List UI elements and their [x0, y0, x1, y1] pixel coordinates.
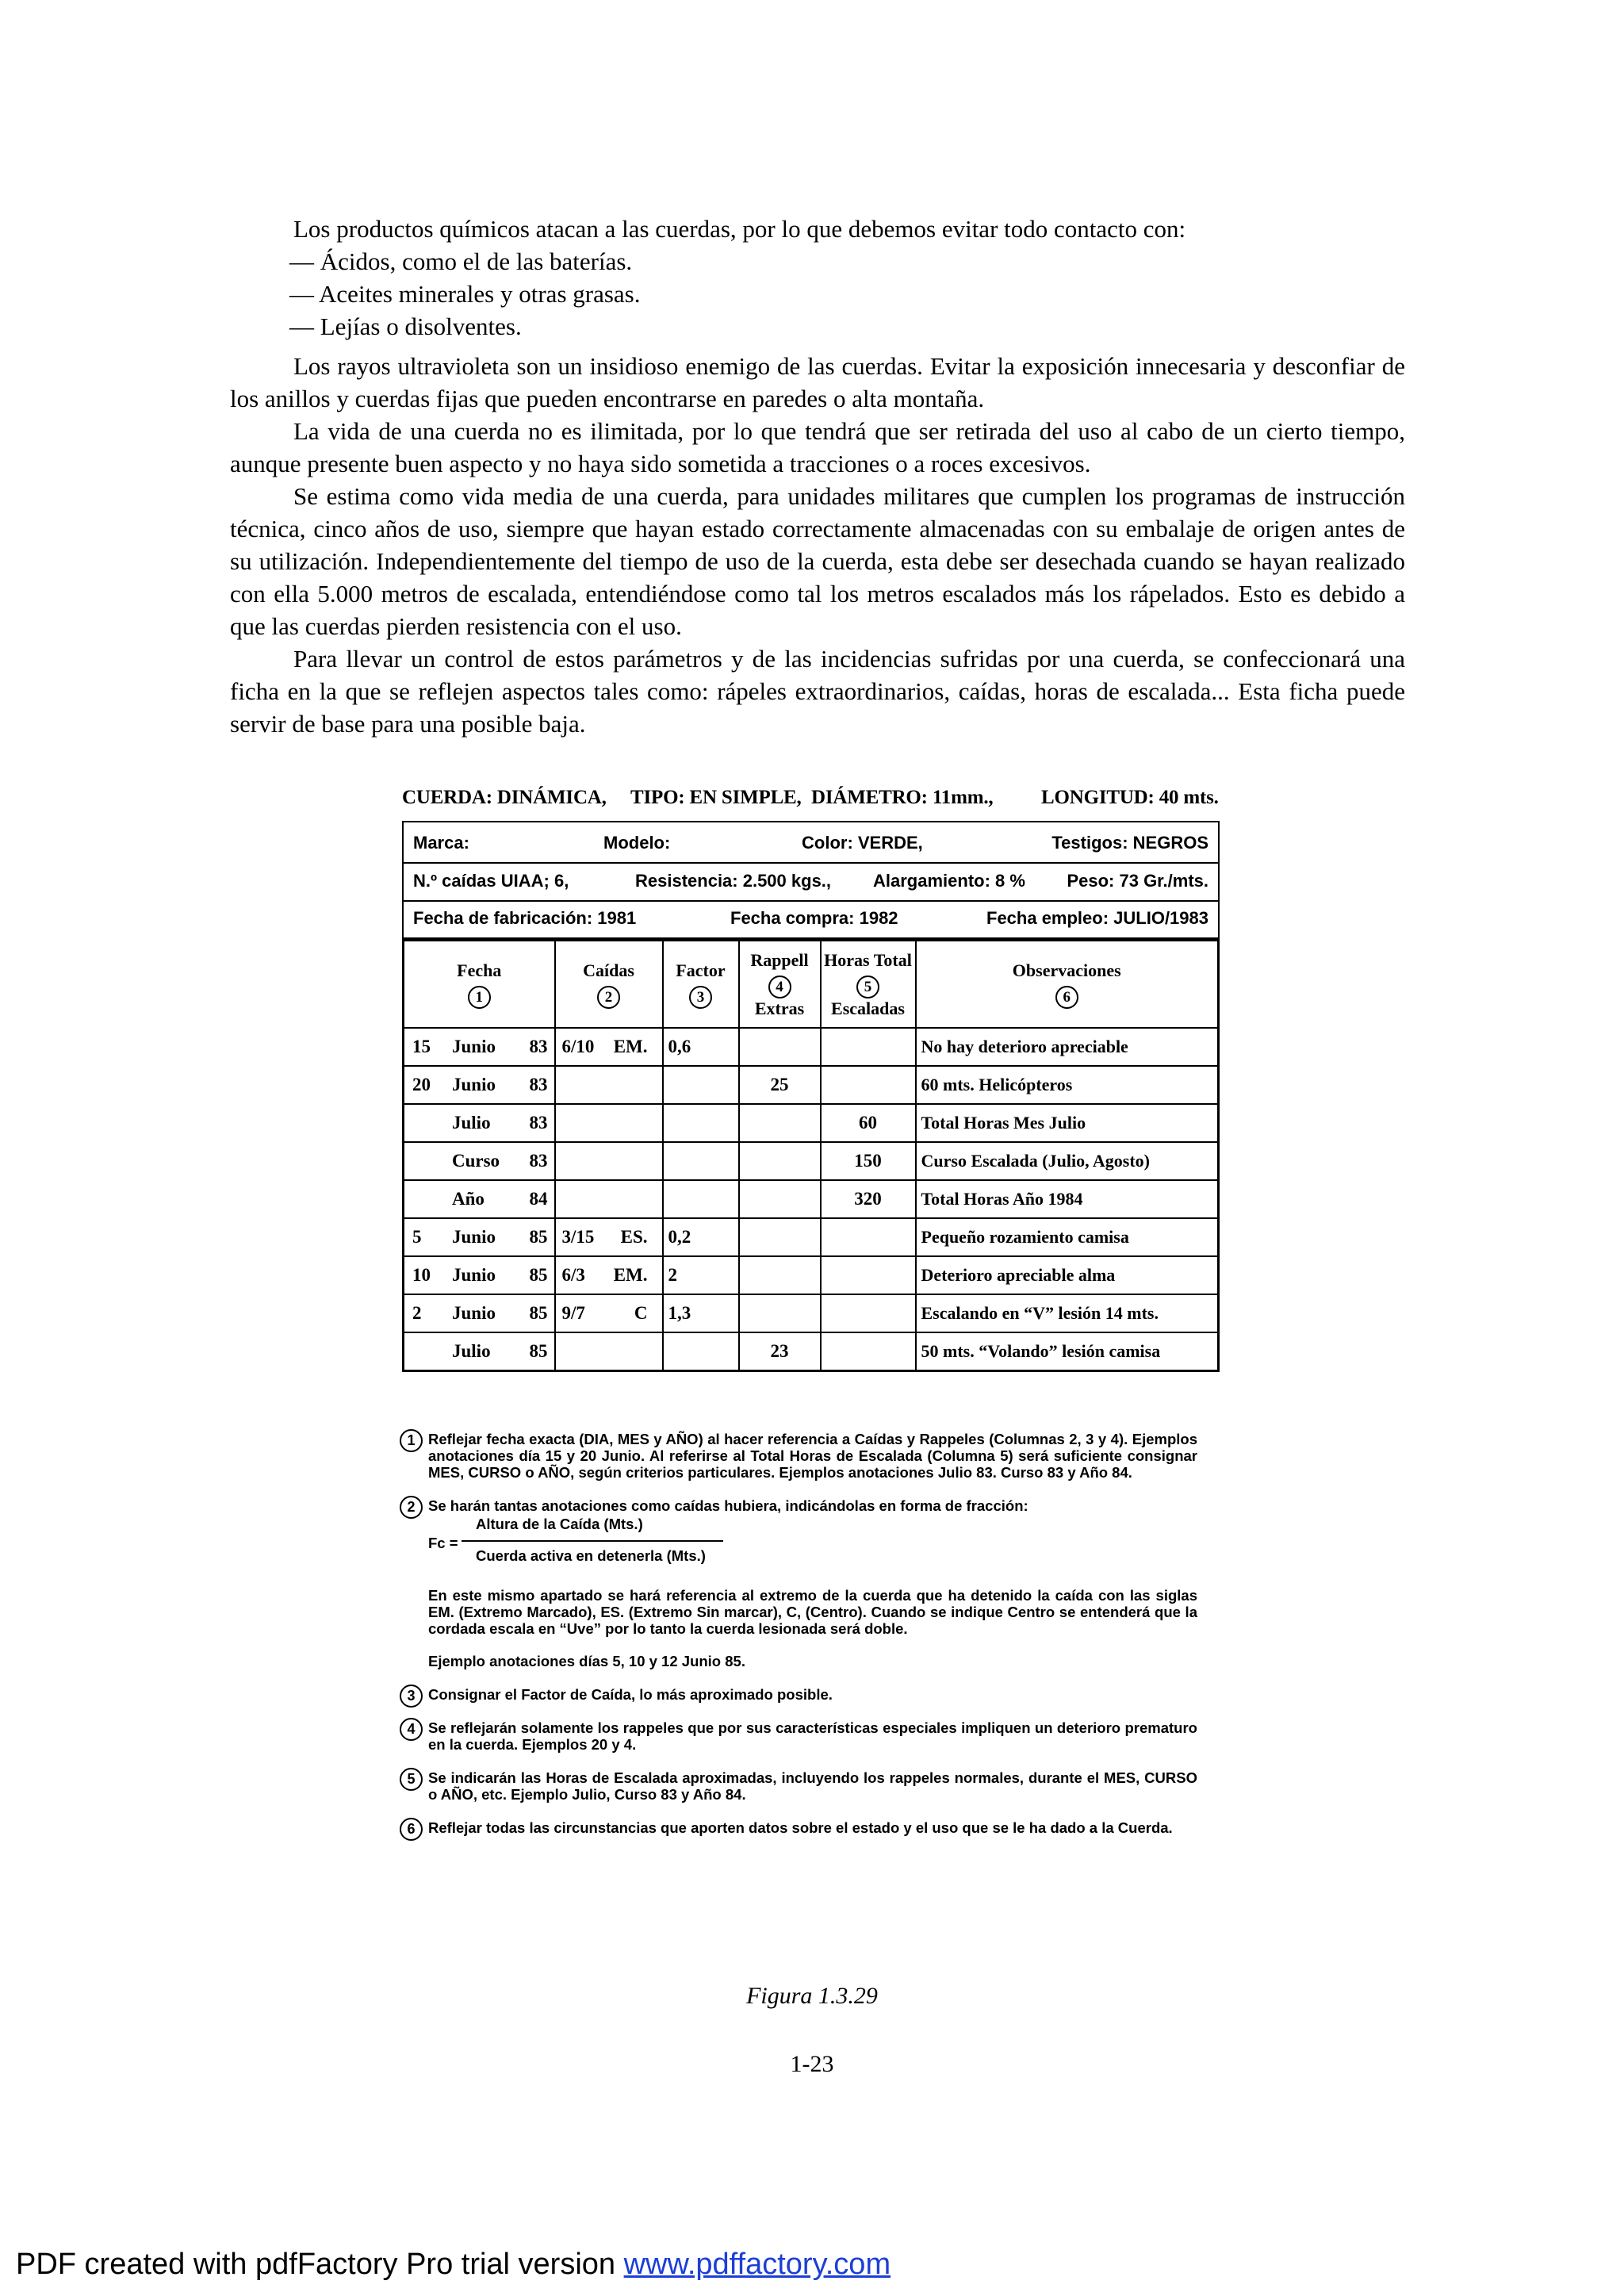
- card-row-3: [413, 908, 1208, 933]
- cell-horas: [821, 1218, 916, 1256]
- cell-observaciones: Total Horas Año 1984: [916, 1180, 1219, 1218]
- cell-factor: [663, 1142, 739, 1180]
- divider: [404, 900, 1218, 902]
- cell-fecha: 2 Junio 85: [404, 1294, 555, 1332]
- note-3: 3 Consignar el Factor de Caída, lo más aproximado posible.: [400, 1686, 1197, 1703]
- intro-lead: Los productos químicos atacan a las cuerdas, por lo que debemos evitar todo contacto con:: [293, 215, 1186, 243]
- cell-observaciones: Total Horas Mes Julio: [916, 1104, 1219, 1142]
- paragraph: Se estima como vida media de una cuerda, para unidades militares que cumplen los programas de instrucción técnica, cinco años de uso, siempre que hayan estado correctamente almacenadas con su embalaje de origen antes de su utilización. Independientemente del tiempo de uso de la cuerda, esta debe ser desechada cuando se hayan realizado con ella 5.000 metros de escalada, entendiéndose como tal los metros escalados más los rápelados. Esto es debido a que las cuerdas pierden resistencia con el uso.: [230, 482, 1405, 640]
- cell-fecha: 20 Junio 83: [404, 1066, 555, 1104]
- cell-horas: [821, 1256, 916, 1294]
- cell-observaciones: Escalando en “V” lesión 14 mts.: [916, 1294, 1219, 1332]
- formula-label: Fc =: [428, 1535, 458, 1551]
- circled-number-icon: 1: [400, 1429, 423, 1452]
- table-header-row: [404, 941, 1219, 1029]
- cell-observaciones: Deterioro apreciable alma: [916, 1256, 1219, 1294]
- formula-denominator: Cuerda activa en detenerla (Mts.): [476, 1547, 706, 1564]
- cell-observaciones: 60 mts. Helicópteros: [916, 1066, 1219, 1104]
- alargamiento-label: Alargamiento: 8 %: [873, 871, 1025, 891]
- fecha-empleo-label: Fecha empleo: JULIO/1983: [986, 908, 1208, 928]
- col-header-fecha: Fecha 1: [404, 941, 555, 1029]
- paragraph: La vida de una cuerda no es ilimitada, por lo que tendrá que ser retirada del uso al cabo de un cierto tiempo, aunque presente buen aspecto y no haya sido sometida a tracciones o a roces excesivos.: [230, 417, 1405, 477]
- cell-caidas: [555, 1104, 663, 1142]
- rope-log-table: [402, 939, 1220, 1372]
- rope-card-header: [402, 821, 1220, 941]
- footer-text: PDF created with pdfFactory Pro trial version: [16, 2248, 624, 2281]
- testigos-label: Testigos: NEGROS: [1051, 833, 1208, 853]
- cell-caidas: [555, 1180, 663, 1218]
- cell-horas: 60: [821, 1104, 916, 1142]
- circled-number-icon: 6: [400, 1818, 423, 1841]
- cell-rappell: [739, 1180, 821, 1218]
- cell-factor: [663, 1180, 739, 1218]
- cell-horas: [821, 1332, 916, 1371]
- cell-caidas: 3/15 ES.: [555, 1218, 663, 1256]
- cell-factor: 0,2: [663, 1218, 739, 1256]
- cell-observaciones: No hay deterioro apreciable: [916, 1028, 1219, 1066]
- cell-fecha: 5 Junio 85: [404, 1218, 555, 1256]
- cell-caidas: [555, 1332, 663, 1371]
- table-row: [404, 1332, 1219, 1371]
- col-header-observaciones: Observaciones 6: [916, 941, 1219, 1029]
- paragraph: Los rayos ultravioleta son un insidioso enemigo de las cuerdas. Evitar la exposición innecesaria y desconfiar de los anillos y cuerdas fijas que pueden encontrarse en paredes o alta montaña.: [230, 352, 1405, 412]
- title-longitud: LONGITUD: 40 mts.: [1041, 787, 1219, 808]
- rope-card-title: [402, 787, 1219, 809]
- card-row-2: [413, 871, 1208, 896]
- card-row-1: [413, 833, 1208, 858]
- body-text: [230, 213, 1405, 740]
- table-row: [404, 1142, 1219, 1180]
- cell-factor: [663, 1332, 739, 1371]
- cell-rappell: [739, 1256, 821, 1294]
- note-1: 1 Reflejar fecha exacta (DIA, MES y AÑO) al hacer referencia a Caídas y Rappeles (Columnas 2, 3 y 4). Ejemplos anotaciones día 15 y 20 Junio. Al referirse al Total Horas de Escalada (Columna 5) será suficiente consignar MES, CURSO o AÑO, según criterios particulares. Ejemplos anotaciones Julio 83. Curso 83 y Año 84.: [400, 1431, 1197, 1481]
- table-row: [404, 1104, 1219, 1142]
- modelo-label: Modelo:: [603, 833, 671, 853]
- circled-number-icon: 5: [400, 1768, 423, 1791]
- col-header-caidas: Caídas 2: [555, 941, 663, 1029]
- table-row: [404, 1256, 1219, 1294]
- circled-number-icon: 2: [597, 986, 620, 1009]
- figure-caption: Figura 1.3.29: [746, 1983, 878, 2009]
- circled-number-icon: 2: [400, 1496, 423, 1519]
- note-6: 6 Reflejar todas las circunstancias que aporten datos sobre el estado y el uso que se le ha dado a la Cuerda.: [400, 1819, 1197, 1836]
- pdf-footer: [16, 2248, 891, 2282]
- cell-caidas: 6/3 EM.: [555, 1256, 663, 1294]
- cell-horas: 150: [821, 1142, 916, 1180]
- cell-rappell: [739, 1028, 821, 1066]
- title-cuerda: CUERDA: DINÁMICA,: [402, 787, 607, 808]
- fraction-bar: [462, 1540, 723, 1542]
- cell-factor: [663, 1104, 739, 1142]
- circled-number-icon: 6: [1055, 986, 1078, 1009]
- table-row: [404, 1294, 1219, 1332]
- divider: [404, 862, 1218, 864]
- cell-observaciones: 50 mts. “Volando” lesión camisa: [916, 1332, 1219, 1371]
- circled-number-icon: 3: [689, 986, 712, 1009]
- circled-number-icon: 4: [768, 976, 791, 999]
- marca-label: Marca:: [413, 833, 469, 853]
- cell-fecha: 10 Junio 85: [404, 1256, 555, 1294]
- cell-caidas: [555, 1142, 663, 1180]
- note-2: 2 Se harán tantas anotaciones como caídas hubiera, indicándolas en forma de fracción:: [400, 1497, 1197, 1514]
- circled-number-icon: 5: [856, 976, 879, 999]
- footnotes: [400, 1431, 1197, 1836]
- title-diametro: DIÁMETRO: 11mm.,: [811, 787, 994, 808]
- table-row: [404, 1218, 1219, 1256]
- cell-rappell: 25: [739, 1066, 821, 1104]
- page-number: 1-23: [790, 2051, 834, 2077]
- cell-factor: [663, 1066, 739, 1104]
- cell-caidas: 9/7 C: [555, 1294, 663, 1332]
- cell-horas: 320: [821, 1180, 916, 1218]
- circled-number-icon: 4: [400, 1718, 423, 1741]
- title-tipo: TIPO: EN SIMPLE,: [630, 787, 802, 808]
- cell-fecha: Julio 85: [404, 1332, 555, 1371]
- note-2-detail: En este mismo apartado se hará referencia al extremo de la cuerda que ha detenido la caída con las siglas EM. (Extremo Marcado), ES. (Extremo Sin marcar), C, (Centro). Cuando se indique Centro se entenderá que la cordada escala en “Uve” por lo tanto la cuerda lesionada será doble.: [428, 1587, 1197, 1637]
- formula-numerator: Altura de la Caída (Mts.): [476, 1516, 643, 1532]
- cell-fecha: 15 Junio 83: [404, 1028, 555, 1066]
- cell-fecha: Julio 83: [404, 1104, 555, 1142]
- table-row: [404, 1028, 1219, 1066]
- list-item: — Aceites minerales y otras grasas.: [289, 280, 641, 308]
- cell-horas: [821, 1028, 916, 1066]
- list-item: — Lejías o disolventes.: [289, 312, 522, 340]
- cell-caidas: [555, 1066, 663, 1104]
- paragraph: Para llevar un control de estos parámetros y de las incidencias sufridas por una cuerda, se confeccionará una ficha en la que se reflejen aspectos tales como: rápeles extraordinarios, caídas, horas de escalada... Esta ficha puede servir de base para una posible baja.: [230, 645, 1405, 738]
- col-header-horas: Horas Total 5 Escaladas: [821, 941, 916, 1029]
- cell-factor: 0,6: [663, 1028, 739, 1066]
- peso-label: Peso: 73 Gr./mts.: [1067, 871, 1208, 891]
- cell-rappell: [739, 1218, 821, 1256]
- cell-factor: 1,3: [663, 1294, 739, 1332]
- resistencia-label: Resistencia: 2.500 kgs.,: [635, 871, 832, 891]
- note-5: 5 Se indicarán las Horas de Escalada aproximadas, incluyendo los rappeles normales, durante el MES, CURSO o AÑO, etc. Ejemplo Julio, Curso 83 y Año 84.: [400, 1769, 1197, 1803]
- fecha-compra-label: Fecha compra: 1982: [730, 908, 898, 928]
- cell-factor: 2: [663, 1256, 739, 1294]
- cell-rappell: [739, 1104, 821, 1142]
- fall-factor-formula: [428, 1516, 1197, 1570]
- table-row: [404, 1066, 1219, 1104]
- cell-fecha: Curso 83: [404, 1142, 555, 1180]
- cell-observaciones: Curso Escalada (Julio, Agosto): [916, 1142, 1219, 1180]
- cell-fecha: Año 84: [404, 1180, 555, 1218]
- fecha-fabricacion-label: Fecha de fabricación: 1981: [413, 908, 637, 928]
- color-label: Color: VERDE,: [802, 833, 923, 853]
- note-2-example: Ejemplo anotaciones días 5, 10 y 12 Junio 85.: [428, 1653, 745, 1669]
- col-header-rappell: Rappell 4 Extras: [739, 941, 821, 1029]
- circled-number-icon: 3: [400, 1685, 423, 1708]
- list-item: — Ácidos, como el de las baterías.: [289, 247, 633, 275]
- cell-rappell: [739, 1294, 821, 1332]
- cell-rappell: [739, 1142, 821, 1180]
- cell-caidas: 6/10 EM.: [555, 1028, 663, 1066]
- cell-horas: [821, 1066, 916, 1104]
- cell-observaciones: Pequeño rozamiento camisa: [916, 1218, 1219, 1256]
- cell-horas: [821, 1294, 916, 1332]
- circled-number-icon: 1: [468, 986, 491, 1009]
- table-row: [404, 1180, 1219, 1218]
- note-4: 4 Se reflejarán solamente los rappeles que por sus características especiales impliquen un deterioro prematuro en la cuerda. Ejemplos 20 y 4.: [400, 1719, 1197, 1753]
- caidas-uiaa-label: N.º caídas UIAA; 6,: [413, 871, 569, 891]
- cell-rappell: 23: [739, 1332, 821, 1371]
- col-header-factor: Factor 3: [663, 941, 739, 1029]
- footer-link[interactable]: www.pdffactory.com: [623, 2248, 891, 2281]
